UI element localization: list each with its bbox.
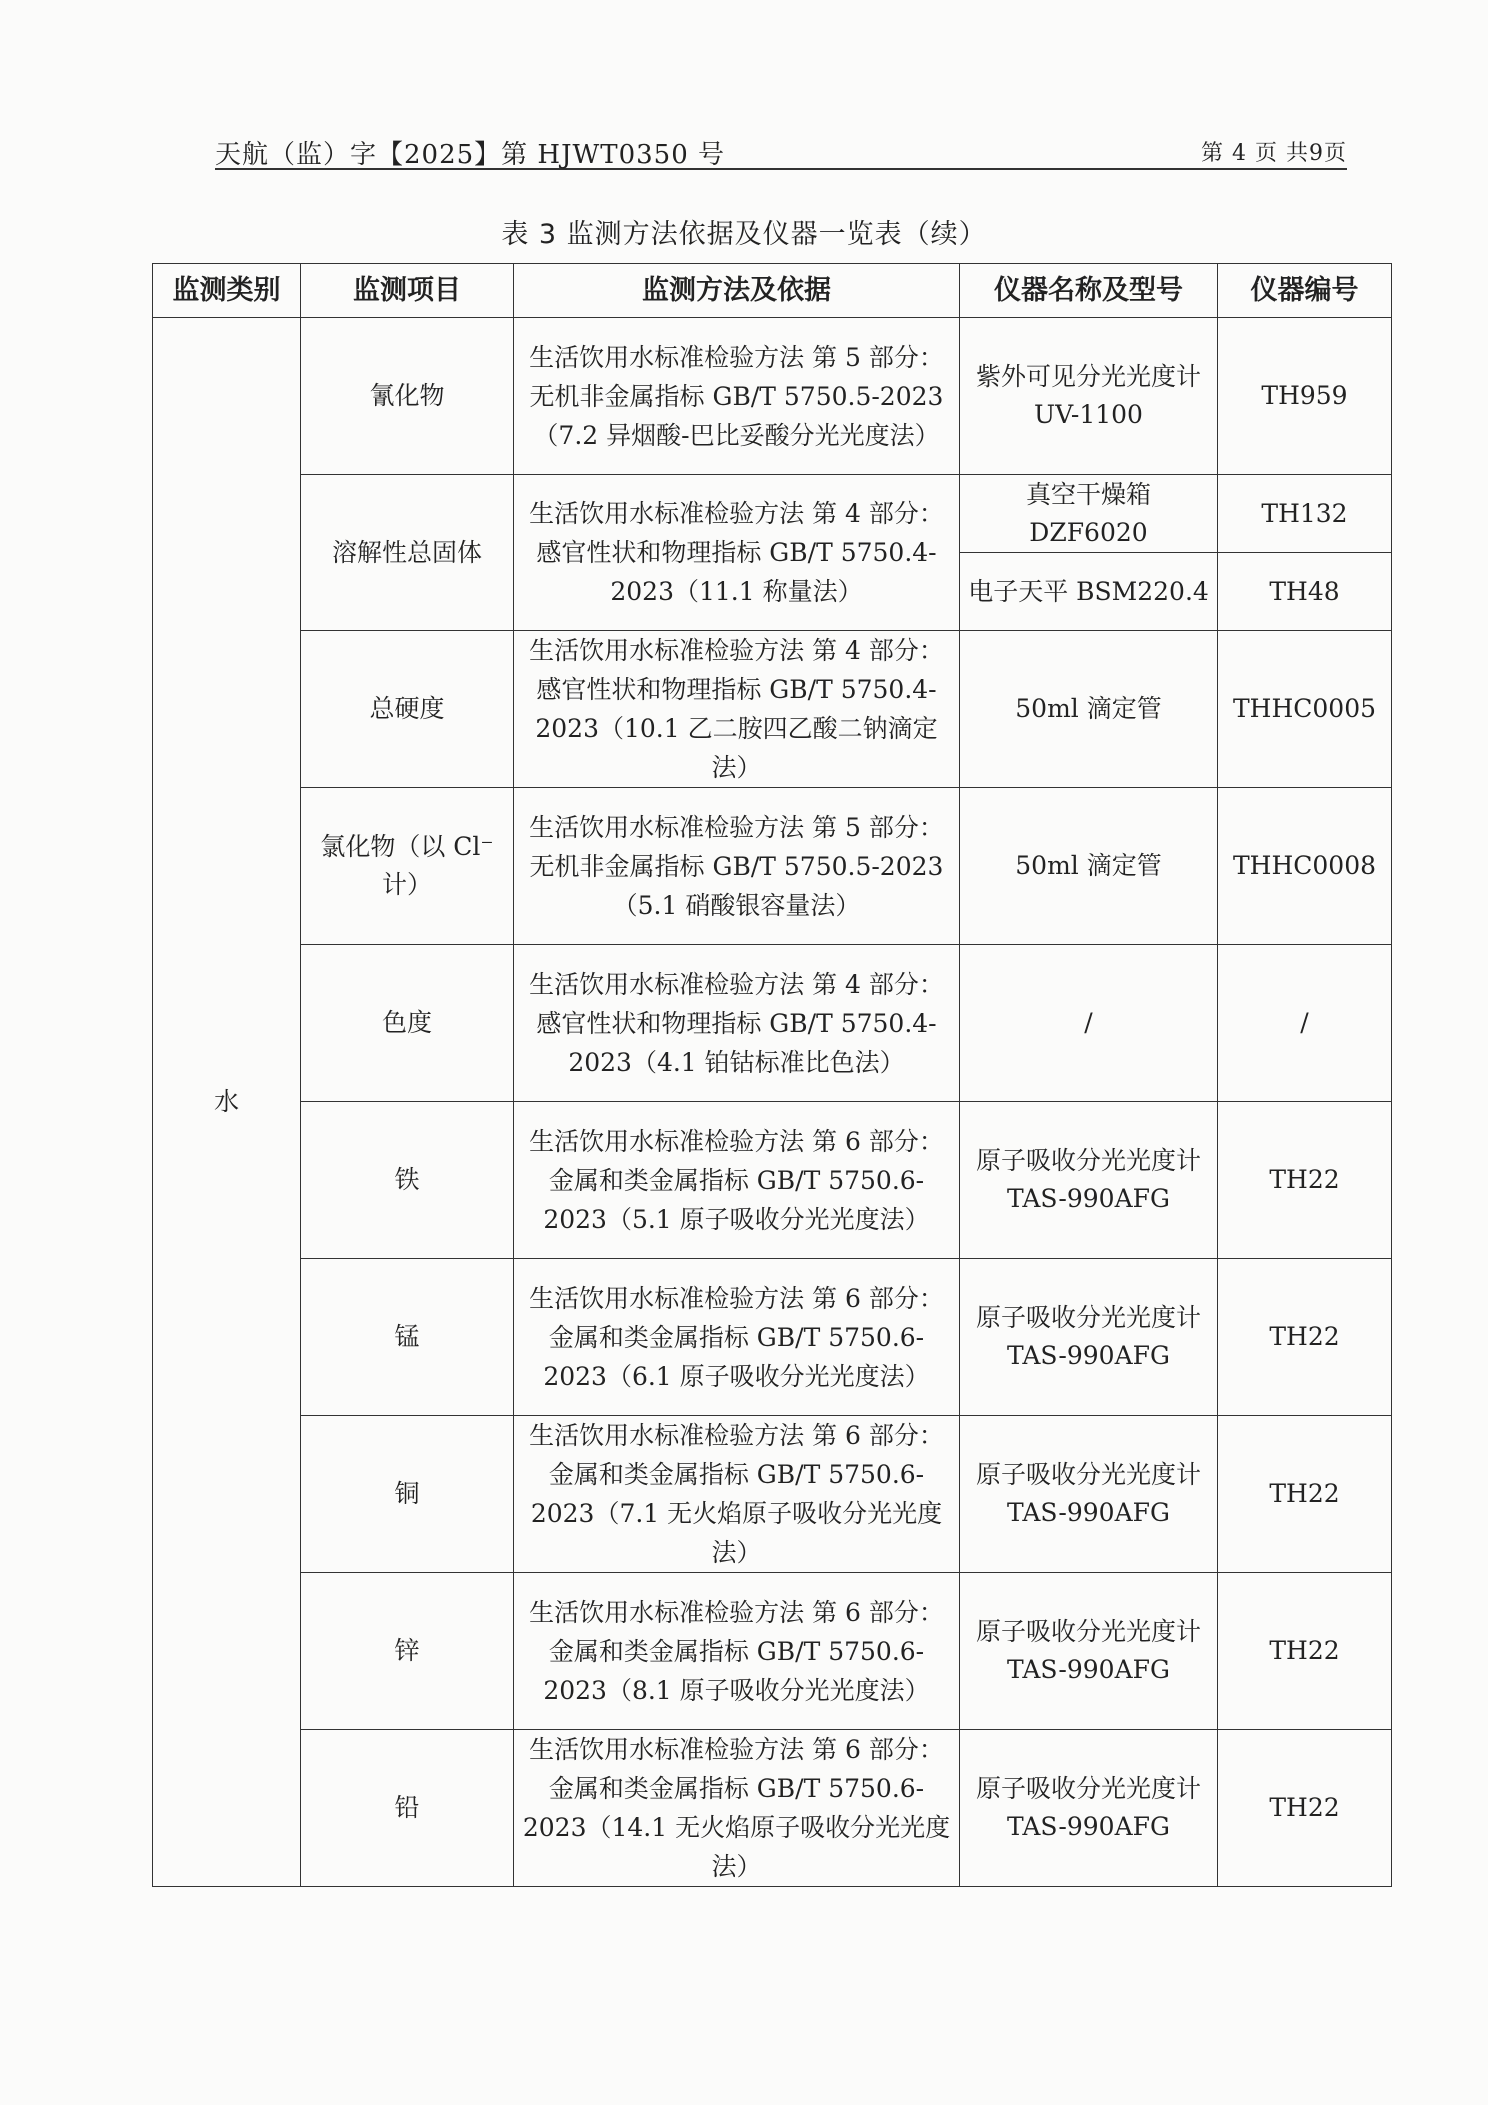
- table-header-row: [153, 264, 1392, 318]
- table-row: [153, 318, 1392, 475]
- item-cell: 锌: [301, 1573, 514, 1730]
- code-cell: TH22: [1218, 1730, 1392, 1887]
- column-header: 监测方法及依据: [514, 264, 960, 318]
- page-info: 第 4 页 共9页: [1201, 141, 1347, 166]
- code-cell: THHC0008: [1218, 788, 1392, 945]
- instrument-cell: 原子吸收分光光度计 TAS-990AFG: [960, 1102, 1218, 1259]
- method-cell: 生活饮用水标准检验方法 第 5 部分：无机非金属指标 GB/T 5750.5-2023（7.2 异烟酸-巴比妥酸分光光度法）: [514, 318, 960, 475]
- code-cell: TH22: [1218, 1259, 1392, 1416]
- method-cell: 生活饮用水标准检验方法 第 4 部分：感官性状和物理指标 GB/T 5750.4-2023（11.1 称量法）: [514, 475, 960, 631]
- table-row: [153, 1573, 1392, 1730]
- item-cell: 锰: [301, 1259, 514, 1416]
- report-number: 天航（监）字【2025】第 HJWT0350 号: [215, 140, 726, 170]
- method-cell: 生活饮用水标准检验方法 第 6 部分：金属和类金属指标 GB/T 5750.6-2023（7.1 无火焰原子吸收分光光度法）: [514, 1416, 960, 1573]
- method-cell: 生活饮用水标准检验方法 第 4 部分：感官性状和物理指标 GB/T 5750.4-2023（4.1 铂钴标准比色法）: [514, 945, 960, 1102]
- code-cell: /: [1218, 945, 1392, 1102]
- table-row: [153, 1259, 1392, 1416]
- method-cell: 生活饮用水标准检验方法 第 6 部分：金属和类金属指标 GB/T 5750.6-2023（6.1 原子吸收分光光度法）: [514, 1259, 960, 1416]
- item-cell: 铅: [301, 1730, 514, 1887]
- item-cell: 铁: [301, 1102, 514, 1259]
- table-row: [153, 1102, 1392, 1259]
- method-cell: 生活饮用水标准检验方法 第 6 部分：金属和类金属指标 GB/T 5750.6-2023（5.1 原子吸收分光光度法）: [514, 1102, 960, 1259]
- table-row: [153, 1416, 1392, 1573]
- table-row: [153, 788, 1392, 945]
- method-cell: 生活饮用水标准检验方法 第 5 部分：无机非金属指标 GB/T 5750.5-2023（5.1 硝酸银容量法）: [514, 788, 960, 945]
- instrument-cell: 原子吸收分光光度计 TAS-990AFG: [960, 1416, 1218, 1573]
- item-cell: 总硬度: [301, 631, 514, 788]
- instrument-cell: 紫外可见分光光度计 UV-1100: [960, 318, 1218, 475]
- instrument-cell: 原子吸收分光光度计 TAS-990AFG: [960, 1573, 1218, 1730]
- instrument-cell: 50ml 滴定管: [960, 788, 1218, 945]
- instrument-cell: 真空干燥箱 DZF6020: [960, 475, 1218, 553]
- page-header: [215, 132, 1347, 170]
- table-row: [153, 475, 1392, 553]
- code-cell: TH22: [1218, 1416, 1392, 1573]
- code-cell: TH22: [1218, 1573, 1392, 1730]
- code-cell: TH22: [1218, 1102, 1392, 1259]
- method-cell: 生活饮用水标准检验方法 第 4 部分：感官性状和物理指标 GB/T 5750.4-2023（10.1 乙二胺四乙酸二钠滴定法）: [514, 631, 960, 788]
- code-cell: THHC0005: [1218, 631, 1392, 788]
- code-cell: TH959: [1218, 318, 1392, 475]
- method-cell: 生活饮用水标准检验方法 第 6 部分：金属和类金属指标 GB/T 5750.6-2023（8.1 原子吸收分光光度法）: [514, 1573, 960, 1730]
- code-cell: TH48: [1218, 553, 1392, 631]
- table-row: [153, 945, 1392, 1102]
- item-cell: 铜: [301, 1416, 514, 1573]
- column-header: 监测类别: [153, 264, 301, 318]
- column-header: 仪器名称及型号: [960, 264, 1218, 318]
- item-cell: 溶解性总固体: [301, 475, 514, 631]
- code-cell: TH132: [1218, 475, 1392, 553]
- table-row: [153, 631, 1392, 788]
- instrument-cell: 电子天平 BSM220.4: [960, 553, 1218, 631]
- instrument-cell: 原子吸收分光光度计 TAS-990AFG: [960, 1259, 1218, 1416]
- method-cell: 生活饮用水标准检验方法 第 6 部分：金属和类金属指标 GB/T 5750.6-2023（14.1 无火焰原子吸收分光光度法）: [514, 1730, 960, 1887]
- table-caption: 表 3 监测方法依据及仪器一览表（续）: [501, 219, 987, 250]
- category-cell: 水: [153, 318, 301, 1887]
- item-cell: 氯化物（以 Cl⁻计）: [301, 788, 514, 945]
- item-cell: 色度: [301, 945, 514, 1102]
- column-header: 仪器编号: [1218, 264, 1392, 318]
- instrument-cell: /: [960, 945, 1218, 1102]
- instrument-cell: 原子吸收分光光度计 TAS-990AFG: [960, 1730, 1218, 1887]
- item-cell: 氰化物: [301, 318, 514, 475]
- column-header: 监测项目: [301, 264, 514, 318]
- methods-table: [152, 263, 1392, 1887]
- table-row: [153, 1730, 1392, 1887]
- instrument-cell: 50ml 滴定管: [960, 631, 1218, 788]
